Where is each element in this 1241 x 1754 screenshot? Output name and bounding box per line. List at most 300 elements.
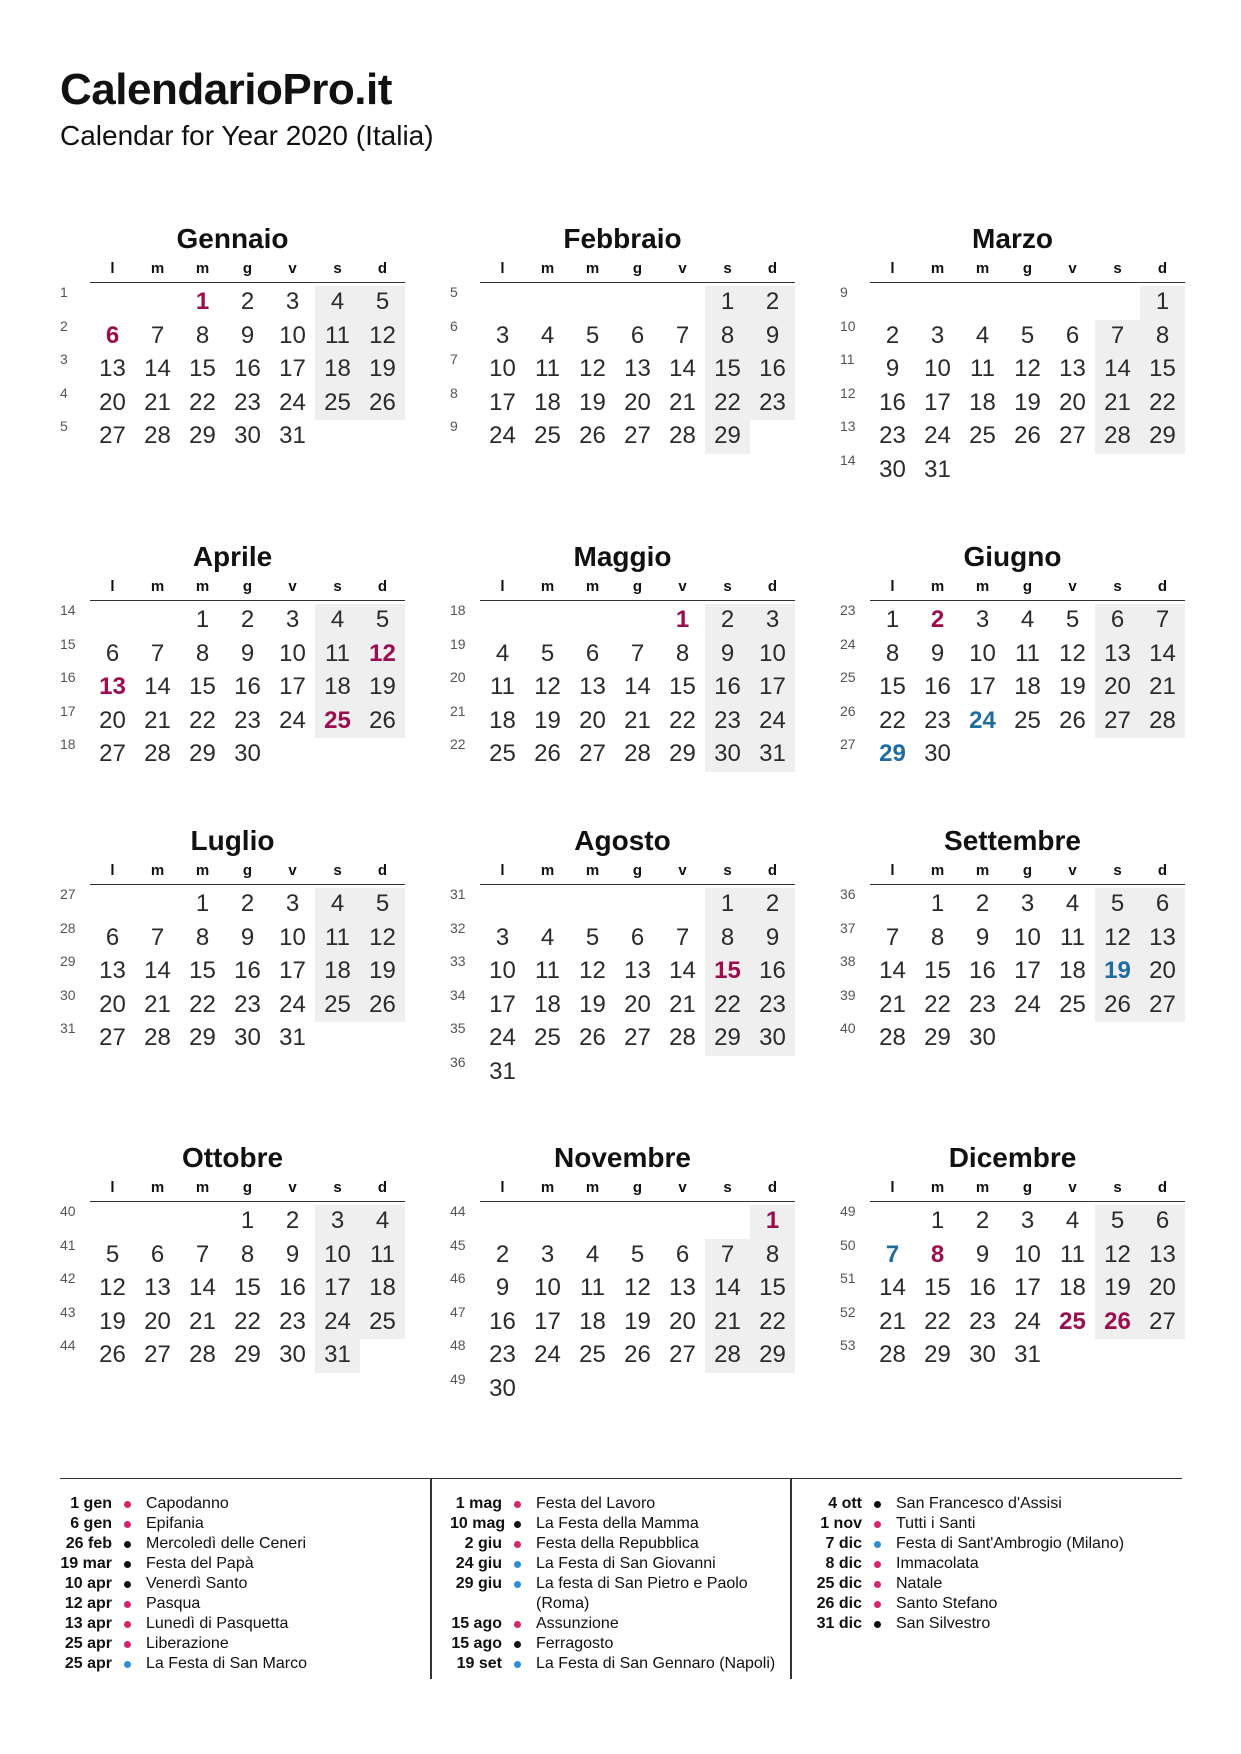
day-cell: 2 bbox=[765, 890, 780, 917]
month-title: Febbraio bbox=[563, 223, 682, 254]
week-number: 16 bbox=[60, 669, 76, 686]
day-cell: 22 bbox=[759, 1307, 786, 1335]
day-cell: 1 bbox=[930, 890, 945, 917]
day-cell: 13 bbox=[624, 957, 651, 985]
day-cell: 20 bbox=[99, 990, 126, 1018]
day-cell: 10 bbox=[1014, 1240, 1041, 1268]
bullet-icon bbox=[874, 1501, 881, 1508]
day-cell: 27 bbox=[99, 1024, 126, 1052]
month-title: Marzo bbox=[972, 223, 1053, 254]
week-row bbox=[450, 884, 795, 918]
day-cell: 5 bbox=[585, 321, 600, 349]
day-cell: 29 bbox=[234, 1341, 261, 1369]
day-cell: 16 bbox=[759, 355, 786, 383]
day-cell: 5 bbox=[1110, 890, 1125, 917]
week-row bbox=[60, 1235, 405, 1269]
day-cell: 7 bbox=[675, 923, 690, 951]
weekday-label: m bbox=[195, 862, 210, 879]
day-cell: 21 bbox=[624, 706, 651, 734]
legend-holiday-name: (Roma) bbox=[536, 1595, 590, 1612]
week-row bbox=[840, 1201, 1185, 1235]
day-cell: 25 bbox=[1059, 990, 1086, 1018]
day-cell: 4 bbox=[330, 606, 345, 633]
day-cell: 18 bbox=[1059, 1274, 1086, 1302]
week-row bbox=[450, 1268, 795, 1302]
day-cell: 24 bbox=[1014, 1307, 1041, 1335]
weekday-label: g bbox=[632, 1179, 643, 1196]
legend-holiday-name: Immacolata bbox=[896, 1555, 979, 1572]
day-cell: 30 bbox=[489, 1374, 516, 1402]
day-cell: 9 bbox=[975, 1240, 990, 1268]
day-cell: 13 bbox=[1149, 923, 1176, 951]
day-cell: 28 bbox=[669, 422, 696, 450]
day-cell: 29 bbox=[879, 740, 906, 768]
day-cell: 2 bbox=[720, 606, 735, 633]
weekday-label: v bbox=[1068, 578, 1077, 595]
day-cell: 7 bbox=[150, 923, 165, 951]
day-cell: 13 bbox=[624, 355, 651, 383]
week-row bbox=[840, 951, 1185, 985]
legend-date: 25 dic bbox=[816, 1575, 862, 1592]
day-cell: 8 bbox=[1155, 321, 1170, 349]
day-cell: 19 bbox=[369, 957, 396, 985]
day-cell: 26 bbox=[579, 1024, 606, 1052]
day-cell: 3 bbox=[285, 890, 300, 917]
day-cell: 14 bbox=[1149, 639, 1176, 667]
day-cell: 22 bbox=[189, 990, 216, 1018]
day-cell: 15 bbox=[879, 673, 906, 701]
weekday-label: m bbox=[195, 1179, 210, 1196]
weekday-label: m bbox=[585, 862, 600, 879]
day-cell: 26 bbox=[1104, 990, 1131, 1018]
day-cell: 27 bbox=[1059, 422, 1086, 450]
day-cell: 27 bbox=[99, 740, 126, 768]
week-row bbox=[840, 349, 1185, 383]
weekday-label: l bbox=[890, 862, 895, 879]
week-number: 50 bbox=[840, 1236, 856, 1253]
day-cell: 6 bbox=[105, 923, 120, 951]
day-cell: 13 bbox=[99, 673, 126, 701]
day-cell: 2 bbox=[930, 606, 945, 633]
weekday-header-line bbox=[90, 858, 405, 885]
week-row bbox=[840, 1268, 1185, 1302]
day-cell: 26 bbox=[579, 422, 606, 450]
holiday-legend bbox=[60, 1478, 1182, 1672]
day-cell: 10 bbox=[279, 923, 306, 951]
week-number: 39 bbox=[840, 986, 856, 1003]
weekday-label: m bbox=[930, 260, 945, 277]
day-cell: 19 bbox=[1104, 957, 1131, 985]
week-number: 5 bbox=[60, 418, 68, 435]
day-cell: 24 bbox=[969, 706, 996, 734]
day-cell: 30 bbox=[234, 1024, 261, 1052]
week-number: 19 bbox=[450, 635, 466, 652]
weekday-header bbox=[450, 1175, 795, 1201]
day-cell: 30 bbox=[234, 740, 261, 768]
week-number: 12 bbox=[840, 384, 856, 401]
day-cell: 23 bbox=[714, 706, 741, 734]
day-cell: 23 bbox=[759, 990, 786, 1018]
weekday-label: d bbox=[1157, 260, 1168, 277]
day-cell: 28 bbox=[189, 1341, 216, 1369]
weekday-label: s bbox=[723, 1179, 732, 1196]
day-cell: 14 bbox=[144, 673, 171, 701]
day-cell: 31 bbox=[759, 740, 786, 768]
month-ottobre bbox=[60, 1141, 405, 1369]
weekday-label: m bbox=[540, 578, 555, 595]
weekday-header bbox=[450, 574, 795, 600]
legend-date: 25 apr bbox=[64, 1655, 112, 1672]
brand-title: CalendarioPro.it bbox=[60, 65, 392, 114]
day-cell: 31 bbox=[279, 1024, 306, 1052]
day-cell: 29 bbox=[714, 422, 741, 450]
week-row bbox=[450, 316, 795, 350]
bullet-icon bbox=[124, 1561, 131, 1568]
week-row bbox=[450, 1335, 795, 1369]
day-cell: 17 bbox=[279, 355, 306, 383]
day-cell: 22 bbox=[1149, 388, 1176, 416]
weekday-label: s bbox=[723, 260, 732, 277]
legend-date: 8 dic bbox=[825, 1555, 862, 1572]
weekday-label: s bbox=[1113, 862, 1122, 879]
weekday-header bbox=[840, 256, 1185, 282]
weekday-header bbox=[60, 256, 405, 282]
day-cell: 2 bbox=[240, 890, 255, 917]
day-cell: 22 bbox=[714, 990, 741, 1018]
week-number: 36 bbox=[450, 1053, 466, 1070]
bullet-icon bbox=[514, 1521, 521, 1528]
weekday-label: m bbox=[540, 260, 555, 277]
day-cell: 16 bbox=[879, 388, 906, 416]
day-cell: 8 bbox=[720, 923, 735, 951]
week-row bbox=[840, 634, 1185, 668]
day-cell: 27 bbox=[99, 422, 126, 450]
day-cell: 8 bbox=[195, 923, 210, 951]
week-number: 13 bbox=[840, 418, 856, 435]
day-cell: 27 bbox=[624, 1024, 651, 1052]
week-number: 15 bbox=[60, 635, 76, 652]
week-number: 31 bbox=[450, 886, 466, 902]
day-cell: 27 bbox=[1104, 706, 1131, 734]
week-number: 41 bbox=[60, 1236, 76, 1253]
week-number: 40 bbox=[840, 1020, 856, 1037]
day-cell: 11 bbox=[970, 355, 995, 383]
day-cell: 22 bbox=[924, 990, 951, 1018]
weekday-label: d bbox=[1157, 578, 1168, 595]
day-cell: 31 bbox=[489, 1057, 516, 1085]
day-cell: 5 bbox=[375, 606, 390, 633]
day-cell: 12 bbox=[1014, 355, 1041, 383]
day-cell: 13 bbox=[1059, 355, 1086, 383]
month-novembre bbox=[450, 1141, 795, 1403]
weekday-label: d bbox=[377, 260, 388, 277]
day-cell: 22 bbox=[189, 706, 216, 734]
legend-holiday-name: La Festa di San Giovanni bbox=[536, 1555, 716, 1572]
day-cell: 6 bbox=[1155, 890, 1170, 917]
legend-holiday-name: Tutti i Santi bbox=[896, 1515, 976, 1532]
week-number: 5 bbox=[450, 284, 458, 300]
legend-holiday-name: Natale bbox=[896, 1575, 943, 1592]
day-cell: 17 bbox=[279, 673, 306, 701]
day-cell: 23 bbox=[969, 990, 996, 1018]
legend-date: 26 dic bbox=[816, 1595, 862, 1612]
day-cell: 13 bbox=[669, 1274, 696, 1302]
month-aprile bbox=[60, 540, 405, 768]
day-cell: 24 bbox=[489, 1024, 516, 1052]
day-cell: 8 bbox=[195, 639, 210, 667]
day-cell: 14 bbox=[1104, 355, 1131, 383]
day-cell: 16 bbox=[489, 1307, 516, 1335]
week-number: 36 bbox=[840, 886, 856, 902]
legend-date: 4 ott bbox=[828, 1495, 862, 1512]
day-cell: 5 bbox=[1110, 1207, 1125, 1234]
day-cell: 22 bbox=[714, 388, 741, 416]
week-row bbox=[450, 701, 795, 735]
bullet-icon bbox=[124, 1581, 131, 1588]
day-cell: 18 bbox=[324, 957, 351, 985]
day-cell: 31 bbox=[324, 1341, 351, 1369]
day-cell: 4 bbox=[1065, 890, 1080, 917]
week-number: 7 bbox=[450, 351, 458, 368]
day-cell: 2 bbox=[975, 890, 990, 917]
day-cell: 1 bbox=[930, 1207, 945, 1234]
day-cell: 4 bbox=[375, 1207, 390, 1234]
weekday-label: s bbox=[1113, 260, 1122, 277]
day-cell: 19 bbox=[99, 1307, 126, 1335]
weekday-label: m bbox=[975, 260, 990, 277]
day-cell: 8 bbox=[930, 923, 945, 951]
day-cell: 29 bbox=[669, 740, 696, 768]
day-cell: 28 bbox=[714, 1341, 741, 1369]
day-cell: 27 bbox=[1149, 1307, 1176, 1335]
day-cell: 25 bbox=[369, 1307, 396, 1335]
weekday-label: s bbox=[1113, 1179, 1122, 1196]
day-cell: 1 bbox=[720, 288, 735, 315]
day-cell: 7 bbox=[1110, 321, 1125, 349]
day-cell: 27 bbox=[624, 422, 651, 450]
day-cell: 1 bbox=[675, 606, 690, 633]
bullet-icon bbox=[874, 1621, 881, 1628]
week-number: 18 bbox=[60, 736, 76, 753]
page-header bbox=[60, 65, 434, 151]
day-cell: 25 bbox=[489, 740, 516, 768]
week-row bbox=[60, 667, 405, 701]
day-cell: 19 bbox=[579, 990, 606, 1018]
day-cell: 26 bbox=[1014, 422, 1041, 450]
day-cell: 22 bbox=[924, 1307, 951, 1335]
week-row bbox=[840, 1018, 1185, 1052]
day-cell: 9 bbox=[930, 639, 945, 667]
weekday-label: l bbox=[500, 1179, 505, 1196]
week-row bbox=[60, 884, 405, 918]
week-number: 33 bbox=[450, 953, 466, 970]
month-title: Gennaio bbox=[176, 223, 289, 254]
day-cell: 30 bbox=[969, 1341, 996, 1369]
weekday-label: g bbox=[1022, 578, 1033, 595]
day-cell: 4 bbox=[495, 639, 510, 667]
day-cell: 24 bbox=[759, 706, 786, 734]
day-cell: 20 bbox=[1104, 673, 1131, 701]
week-row bbox=[840, 383, 1185, 417]
week-number: 9 bbox=[450, 418, 458, 435]
bullet-icon bbox=[874, 1561, 881, 1568]
week-number: 2 bbox=[60, 317, 68, 334]
weekday-label: m bbox=[975, 1179, 990, 1196]
weekday-header-line bbox=[480, 574, 795, 601]
day-cell: 17 bbox=[969, 673, 996, 701]
day-cell: 20 bbox=[624, 990, 651, 1018]
weekday-label: s bbox=[333, 578, 342, 595]
day-cell: 8 bbox=[195, 321, 210, 349]
day-cell: 9 bbox=[975, 923, 990, 951]
weekday-label: d bbox=[1157, 1179, 1168, 1196]
day-cell: 14 bbox=[879, 1274, 906, 1302]
day-cell: 12 bbox=[369, 639, 396, 667]
day-cell: 11 bbox=[535, 957, 560, 985]
day-cell: 25 bbox=[1014, 706, 1041, 734]
weekday-label: d bbox=[1157, 862, 1168, 879]
day-cell: 26 bbox=[1059, 706, 1086, 734]
day-cell: 27 bbox=[579, 740, 606, 768]
weekday-header-line bbox=[480, 256, 795, 283]
weekday-label: d bbox=[377, 578, 388, 595]
day-cell: 13 bbox=[99, 355, 126, 383]
day-cell: 19 bbox=[369, 355, 396, 383]
day-cell: 28 bbox=[624, 740, 651, 768]
month-dicembre bbox=[840, 1141, 1185, 1369]
day-cell: 21 bbox=[669, 990, 696, 1018]
legend-date: 19 mar bbox=[60, 1555, 112, 1572]
day-cell: 20 bbox=[144, 1307, 171, 1335]
day-cell: 24 bbox=[534, 1341, 561, 1369]
day-cell: 25 bbox=[534, 422, 561, 450]
week-row bbox=[840, 701, 1185, 735]
week-row bbox=[60, 701, 405, 735]
day-cell: 18 bbox=[324, 673, 351, 701]
weekday-label: m bbox=[150, 862, 165, 879]
day-cell: 4 bbox=[1020, 606, 1035, 633]
day-cell: 29 bbox=[189, 422, 216, 450]
weekday-label: d bbox=[377, 1179, 388, 1196]
week-number: 38 bbox=[840, 953, 856, 970]
day-cell: 25 bbox=[324, 706, 351, 734]
weekday-header bbox=[840, 858, 1185, 884]
day-cell: 9 bbox=[885, 355, 900, 383]
month-luglio bbox=[60, 824, 405, 1052]
weekday-header-line bbox=[90, 256, 405, 283]
week-row bbox=[60, 1302, 405, 1336]
week-row bbox=[60, 1201, 405, 1235]
weekday-label: v bbox=[288, 1179, 297, 1196]
weekday-label: l bbox=[890, 1179, 895, 1196]
day-cell: 10 bbox=[279, 639, 306, 667]
day-cell: 16 bbox=[969, 1274, 996, 1302]
day-cell: 15 bbox=[189, 355, 216, 383]
day-cell: 20 bbox=[669, 1307, 696, 1335]
week-number: 27 bbox=[840, 736, 856, 753]
day-cell: 18 bbox=[489, 706, 516, 734]
month-title: Ottobre bbox=[181, 1142, 284, 1173]
weekday-label: g bbox=[632, 578, 643, 595]
day-cell: 29 bbox=[924, 1341, 951, 1369]
day-cell: 14 bbox=[189, 1274, 216, 1302]
week-row bbox=[450, 1201, 795, 1235]
weekday-label: g bbox=[242, 862, 253, 879]
bullet-icon bbox=[514, 1661, 521, 1668]
day-cell: 7 bbox=[1155, 606, 1170, 633]
day-cell: 3 bbox=[765, 606, 780, 633]
day-cell: 20 bbox=[1149, 1274, 1176, 1302]
month-title: Maggio bbox=[573, 541, 672, 572]
week-row bbox=[60, 349, 405, 383]
day-cell: 16 bbox=[234, 673, 261, 701]
day-cell: 4 bbox=[330, 288, 345, 315]
day-cell: 8 bbox=[765, 1240, 780, 1268]
bullet-icon bbox=[514, 1581, 521, 1588]
legend-date: 26 feb bbox=[65, 1535, 112, 1552]
day-cell: 18 bbox=[324, 355, 351, 383]
day-cell: 17 bbox=[1014, 957, 1041, 985]
legend-holiday-name: Liberazione bbox=[146, 1635, 229, 1652]
weekday-header bbox=[450, 256, 795, 282]
legend-date: 7 dic bbox=[825, 1535, 862, 1552]
weekday-label: l bbox=[110, 578, 115, 595]
day-cell: 9 bbox=[240, 321, 255, 349]
week-number: 20 bbox=[450, 669, 466, 686]
day-cell: 21 bbox=[144, 388, 171, 416]
day-cell: 17 bbox=[1014, 1274, 1041, 1302]
month-maggio bbox=[450, 540, 795, 768]
week-number: 44 bbox=[450, 1203, 466, 1219]
week-row bbox=[60, 1335, 405, 1369]
legend-date: 6 gen bbox=[70, 1515, 112, 1532]
day-cell: 3 bbox=[1020, 1207, 1035, 1234]
week-row bbox=[60, 1018, 405, 1052]
week-row bbox=[60, 985, 405, 1019]
day-cell: 13 bbox=[144, 1274, 171, 1302]
day-cell: 24 bbox=[489, 422, 516, 450]
day-cell: 8 bbox=[930, 1240, 945, 1268]
day-cell: 31 bbox=[279, 422, 306, 450]
day-cell: 19 bbox=[1014, 388, 1041, 416]
day-cell: 2 bbox=[765, 288, 780, 315]
day-cell: 10 bbox=[924, 355, 951, 383]
day-cell: 4 bbox=[1065, 1207, 1080, 1234]
day-cell: 12 bbox=[99, 1274, 126, 1302]
legend-holiday-name: Epifania bbox=[146, 1515, 204, 1532]
week-number: 40 bbox=[60, 1203, 76, 1219]
weekday-header-line bbox=[870, 256, 1185, 283]
day-cell: 23 bbox=[879, 422, 906, 450]
week-row bbox=[450, 667, 795, 701]
day-cell: 1 bbox=[195, 288, 210, 315]
weekday-label: s bbox=[333, 260, 342, 277]
week-row bbox=[60, 416, 405, 450]
weekday-label: l bbox=[890, 260, 895, 277]
day-cell: 22 bbox=[189, 388, 216, 416]
weekday-label: v bbox=[678, 1179, 687, 1196]
week-number: 14 bbox=[60, 602, 76, 618]
bullet-icon bbox=[124, 1661, 131, 1668]
weekday-label: m bbox=[540, 1179, 555, 1196]
day-cell: 5 bbox=[375, 288, 390, 315]
day-cell: 7 bbox=[720, 1240, 735, 1268]
day-cell: 28 bbox=[144, 1024, 171, 1052]
weekday-header-line bbox=[480, 858, 795, 885]
day-cell: 21 bbox=[879, 990, 906, 1018]
bullet-icon bbox=[514, 1501, 521, 1508]
day-cell: 5 bbox=[540, 639, 555, 667]
